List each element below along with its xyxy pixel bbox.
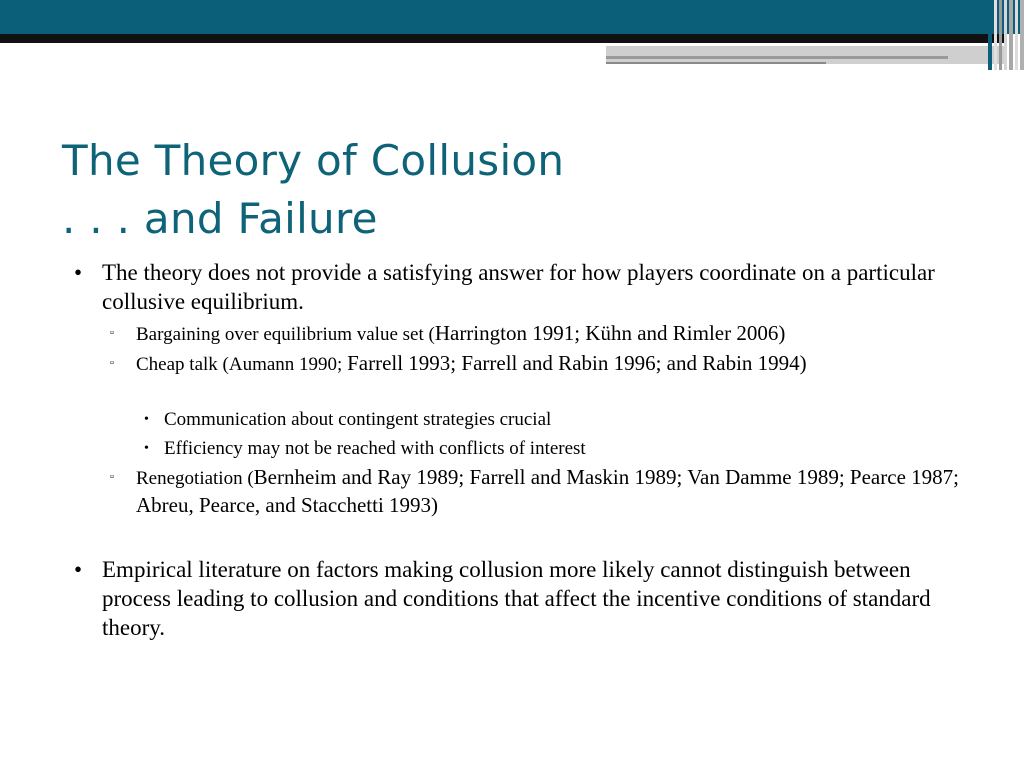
bullet-text: Empirical literature on factors making collusion more likely cannot distinguish between process leading to collusion and conditions that affect the incentive conditions of standard theory. (102, 557, 931, 640)
slide-title (62, 132, 564, 248)
bullet-dot-icon: • (74, 260, 83, 285)
square-bullet-icon: ▫ (110, 357, 114, 369)
decorative-line (606, 56, 948, 59)
bullet-coordination (74, 258, 982, 316)
subbullet-prefix: Renegotiation ( (136, 468, 254, 489)
subsubbullet-communication (144, 407, 964, 433)
subsubbullet-text: Efficiency may not be reached with conflicts of interest (164, 438, 586, 459)
decorative-stripes (988, 0, 1024, 70)
subbullet-bargaining (110, 320, 976, 348)
dot-bullet-icon: • (144, 412, 149, 427)
subsubbullet-text: Communication about contingent strategies crucial (164, 409, 552, 430)
square-bullet-icon: ▫ (110, 327, 114, 339)
square-bullet-icon: ▫ (110, 471, 114, 483)
bullet-empirical-literature (74, 555, 982, 642)
subbullet-citation: Farrell 1993; Farrell and Rabin 1996; and Rabin 1994) (347, 351, 807, 375)
subbullet-citation: Bernheim and Ray 1989; Farrell and Maskin 1989; Van Damme 1989; Pearce 1987; Abreu, Pearce, and Stacchetti 1993) (136, 465, 959, 517)
subbullet-prefix: Bargaining over equilibrium value set ( (136, 324, 435, 345)
subbullet-prefix: Cheap talk (Aumann 1990; (136, 354, 348, 375)
bullet-dot-icon: • (74, 557, 83, 582)
decorative-line (606, 62, 826, 64)
dot-bullet-icon: • (144, 441, 149, 456)
subsubbullet-efficiency (144, 436, 964, 462)
subbullet-renegotiation (110, 464, 976, 519)
bullet-text: The theory does not provide a satisfying answer for how players coordinate on a particular collusive equilibrium. (102, 260, 935, 314)
title-line-1: The Theory of Collusion (62, 136, 565, 185)
header-rule (0, 34, 1004, 43)
header-band (0, 0, 1024, 34)
subbullet-citation: Harrington 1991; Kühn and Rimler 2006) (434, 321, 786, 345)
subbullet-cheap-talk (110, 350, 976, 378)
title-line-2: . . . and Failure (62, 194, 378, 243)
